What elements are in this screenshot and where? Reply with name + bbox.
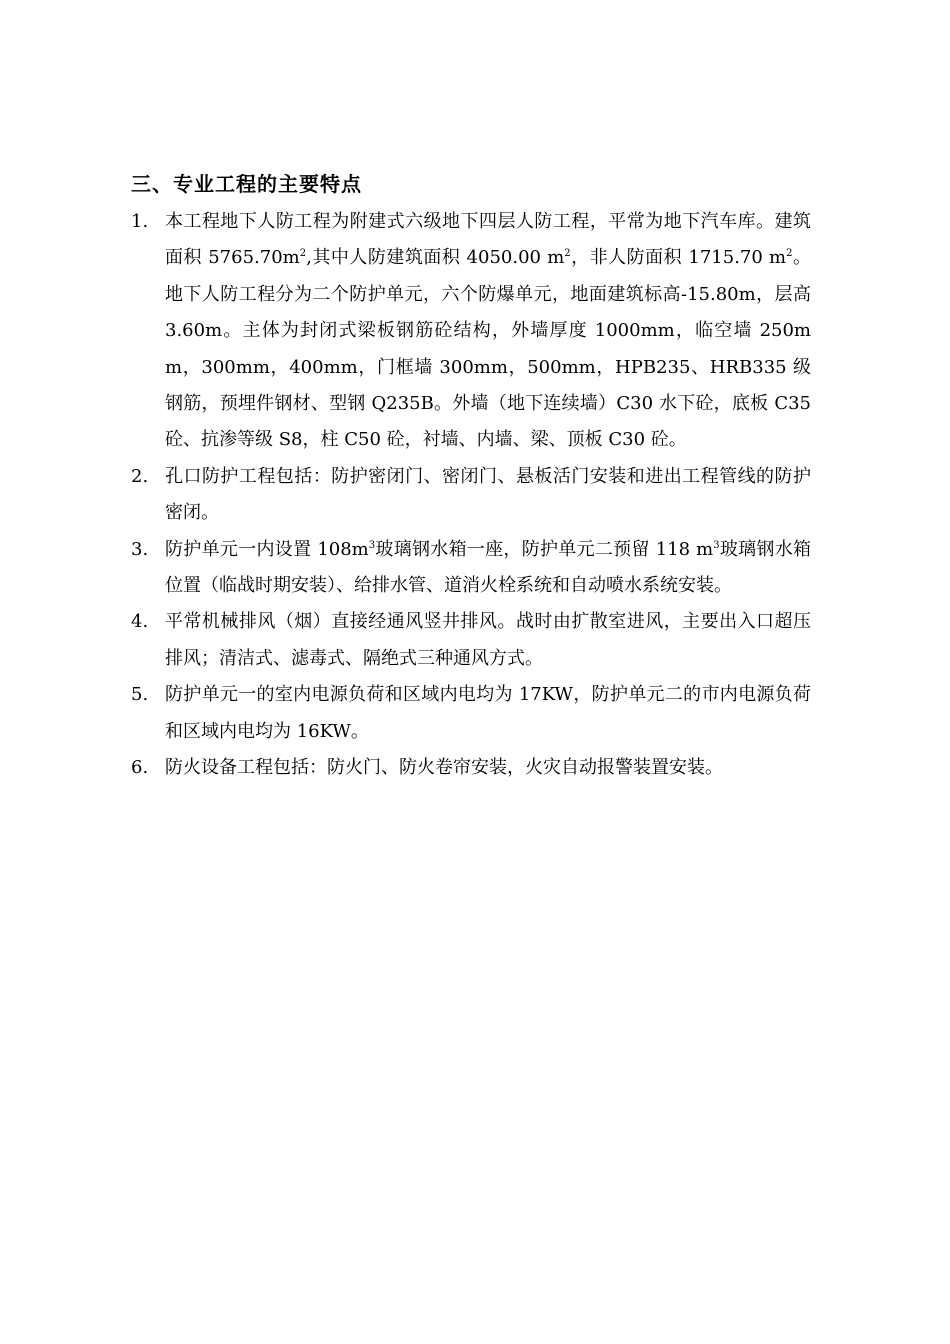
item-number: 1. [131,211,149,232]
superscript: 2 [564,248,571,260]
item-text [165,677,811,750]
item-text-segment: 玻璃钢水箱位置（临战时期安装）、给排水管、道消火栓系统和自动喷水系统安装。 [165,538,812,597]
item-text-segment: 孔口防护工程包括：防护密闭门、密闭门、悬板活门安装和进出工程管线的防护密闭。 [165,465,811,524]
item-text-segment: 平常机械排风（烟）直接经通风竖井排风。战时由扩散室进风，主要出入口超压排风；清洁式、滤毒式、隔绝式三种通风方式。 [165,611,811,669]
item-text [165,604,811,677]
section-heading: 三、专业工程的主要特点 [131,172,362,196]
list-item [131,204,811,459]
list-item [131,677,811,750]
list-item [131,459,811,532]
item-text [165,532,811,605]
item-number: 3. [131,538,149,560]
feature-list [131,204,811,787]
superscript: 2 [786,248,793,260]
item-text-segment: ，非人防面积 1715.70 m [570,247,787,269]
item-text [165,459,811,532]
item-text-segment: ,其中人防建筑面积 4050.00 m [306,247,565,269]
item-text-segment: 。地下人防工程分为二个防护单元，六个防爆单元，地面建筑标高-15.80m，层高 3.60m。主体为封闭式梁板钢筋砼结构，外墙厚度 1000mm，临空墙 250mm，300mm，400mm，门框墙 300mm，500mm，HPB235、HRB335 级钢筋，预埋件钢材、型钢 Q235B。外墙（地下连续墙）C30 水下砼，底板 C35 砼、抗渗等级 S8，柱 C50 砼，衬墙、内墙、梁、顶板 C30 砼。 [165,247,812,451]
item-text-segment: 防护单元一的室内电源负荷和区域内电均为 17KW，防护单元二的市内电源负荷和区域内电均为 16KW。 [165,684,811,742]
item-number: 4. [131,611,149,633]
superscript: 2 [299,248,307,260]
item-number: 5. [131,684,149,706]
list-item [131,604,811,677]
item-text-segment: 防火设备工程包括：防火门、防火卷帘安装，火灾自动报警装置安装。 [165,757,723,779]
item-number: 2. [131,465,149,487]
item-text-segment: 玻璃钢水箱一座，防护单元二预留 118 m [375,538,714,560]
item-text [165,204,811,459]
item-text-segment: 防护单元一内设置 108m [165,538,369,560]
item-text-segment: 本工程地下人防工程为附建式六级地下四层人防工程，平常为地下汽车库。建筑面积 5765.70m [165,211,811,269]
list-item [131,532,811,605]
superscript: 3 [368,539,376,551]
item-number: 6. [131,757,149,779]
item-text [165,750,811,786]
superscript: 3 [713,539,720,551]
list-item [131,750,811,786]
